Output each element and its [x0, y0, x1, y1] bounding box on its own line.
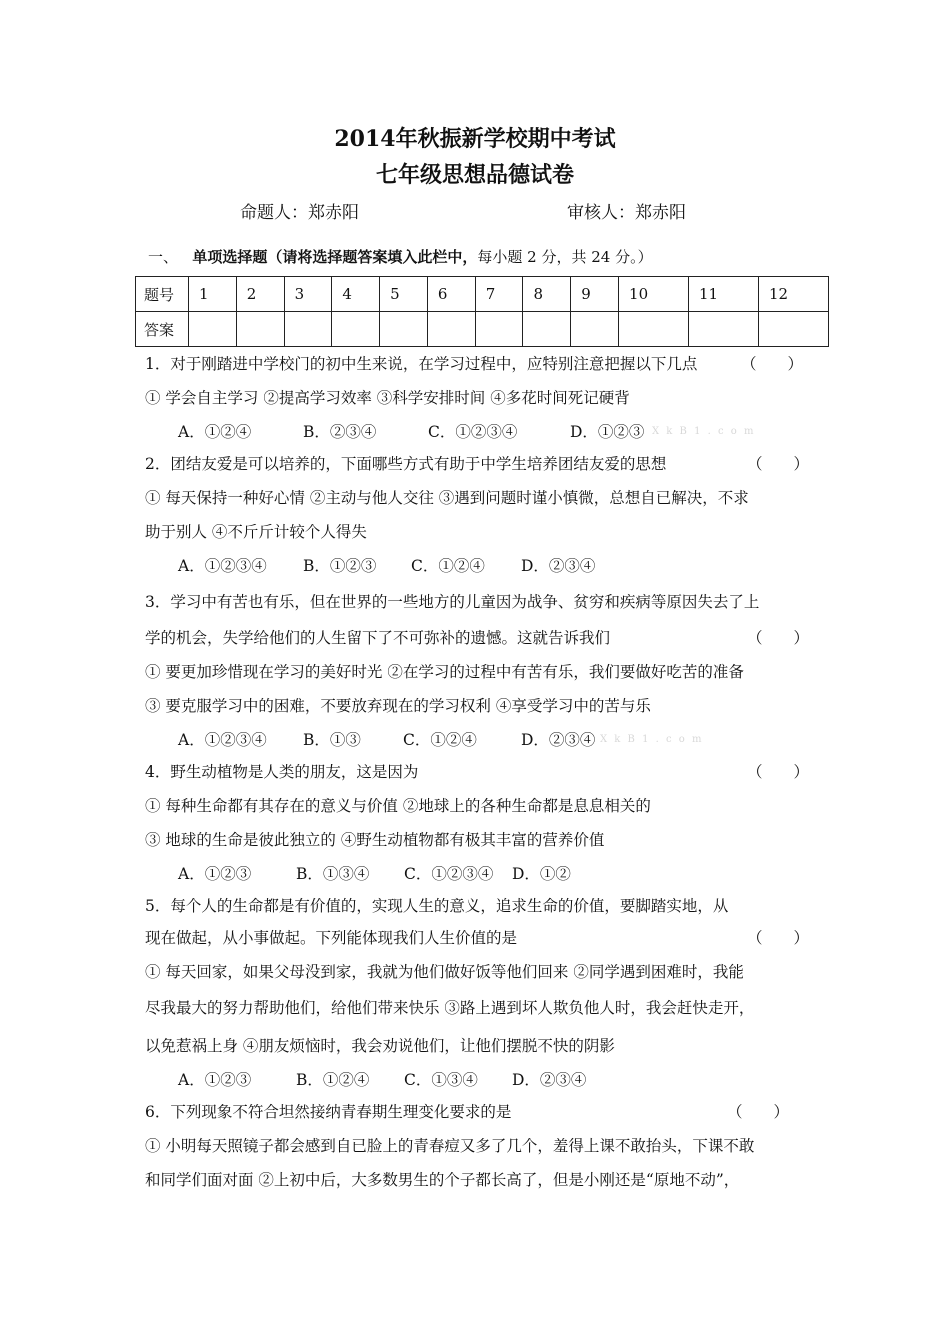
table-cell-number: 6 [427, 277, 475, 312]
answer-cell[interactable] [689, 312, 759, 347]
q5-option-b[interactable]: B．①②④ [296, 1071, 370, 1089]
answer-cell[interactable] [332, 312, 380, 347]
table-cell-number: 1 [189, 277, 237, 312]
answer-cell[interactable] [619, 312, 689, 347]
table-cell-number: 2 [236, 277, 284, 312]
q5-items-2: 尽我最大的努力帮助他们，给他们带来快乐 ③路上遇到坏人欺负他人时，我会赶快走开， [145, 999, 755, 1017]
section-title: 单项选择题 [192, 248, 268, 266]
q1-option-c[interactable]: C．①②③④ [428, 423, 518, 441]
q5-option-c[interactable]: C．①③④ [404, 1071, 478, 1089]
q4-items-1: ① 每种生命都有其存在的意义与价值 ②地球上的各种生命都是息息相关的 [145, 797, 651, 815]
answer-cell[interactable] [380, 312, 428, 347]
q5-items-3: 以免惹祸上身 ④朋友烦恼时，我会劝说他们，让他们摆脱不快的阴影 [145, 1037, 615, 1055]
exam-subtitle: 七年级思想品德试卷 [375, 162, 574, 188]
q3-options [178, 728, 595, 750]
q4-options [178, 862, 571, 884]
q3-stem-1: 3．学习中有苦也有乐，但在世界的一些地方的儿童因为战争、贫穷和疾病等原因失去了上 [145, 593, 760, 611]
authors-line [240, 198, 740, 223]
table-cell-number: 5 [380, 277, 428, 312]
section-note: （请将选择题答案填入此栏中， [267, 248, 478, 266]
table-cell-number: 10 [619, 277, 689, 312]
watermark: X k B 1 . c o m [652, 426, 756, 437]
q4-items-2: ③ 地球的生命是彼此独立的 ④野生动植物都有极其丰富的营养价值 [145, 831, 605, 849]
table-cell-number: 8 [523, 277, 571, 312]
section-note-score: 每小题 2 分，共 24 分。） [477, 248, 653, 266]
answer-cell[interactable] [523, 312, 571, 347]
q1-items: ① 学会自主学习 ②提高学习效率 ③科学安排时间 ④多花时间死记硬背 [145, 389, 630, 407]
answer-cell[interactable] [189, 312, 237, 347]
q1-option-a[interactable]: A．①②④ [178, 423, 252, 441]
q5-options [178, 1068, 586, 1090]
q1-paren: （ ） [741, 355, 804, 373]
q1-option-d[interactable]: D．①②③ [570, 423, 645, 441]
q4-option-d[interactable]: D．①② [512, 865, 571, 883]
watermark: X k B 1 . c o m [600, 734, 704, 745]
q3-option-a[interactable]: A．①②③④ [178, 731, 267, 749]
q6-stem: 6．下列现象不符合坦然接纳青春期生理变化要求的是 [145, 1103, 512, 1121]
q3-option-b[interactable]: B．①③ [303, 731, 361, 749]
q3-paren: （ ） [747, 629, 810, 647]
q4-option-b[interactable]: B．①③④ [296, 865, 370, 883]
q3-items-1: ① 要更加珍惜现在学习的美好时光 ②在学习的过程中有苦有乐，我们要做好吃苦的准备 [145, 663, 744, 681]
q2-option-c[interactable]: C．①②④ [411, 557, 485, 575]
q3-option-d[interactable]: D．②③④ [521, 731, 596, 749]
q4-paren: （ ） [747, 763, 810, 781]
q2-paren: （ ） [747, 455, 810, 473]
q5-stem-1: 5．每个人的生命都是有价值的，实现人生的意义，追求生命的价值，要脚踏实地，从 [145, 897, 729, 915]
answer-cell[interactable] [427, 312, 475, 347]
answer-cell[interactable] [475, 312, 523, 347]
q4-option-a[interactable]: A．①②③ [178, 865, 252, 883]
q1-option-b[interactable]: B．②③④ [303, 423, 377, 441]
q2-options [178, 554, 595, 576]
section-number: 一、 [148, 248, 179, 266]
table-row [136, 312, 829, 347]
answer-cell[interactable] [236, 312, 284, 347]
answer-cell[interactable] [284, 312, 332, 347]
q5-option-a[interactable]: A．①②③ [178, 1071, 252, 1089]
q2-items-2: 助于别人 ④不斤斤计较个人得失 [145, 523, 367, 541]
table-row [136, 277, 829, 312]
q5-option-d[interactable]: D．②③④ [512, 1071, 587, 1089]
answer-cell[interactable] [759, 312, 829, 347]
table-cell-number: 7 [475, 277, 523, 312]
table-cell-number: 12 [759, 277, 829, 312]
answer-cell[interactable] [571, 312, 619, 347]
q6-paren: （ ） [727, 1103, 790, 1121]
q4-stem: 4．野生动植物是人类的朋友，这是因为 [145, 763, 419, 781]
table-cell-number: 4 [332, 277, 380, 312]
q5-items-1: ① 每天回家，如果父母没到家，我就为他们做好饭等他们回来 ②同学遇到困难时，我能 [145, 963, 744, 981]
table-cell-number: 9 [571, 277, 619, 312]
reviewer-label: 审核人：郑赤阳 [567, 203, 686, 223]
q2-stem: 2．团结友爱是可以培养的，下面哪些方式有助于中学生培养团结友爱的思想 [145, 455, 667, 473]
table-cell-number: 11 [689, 277, 759, 312]
q4-option-c[interactable]: C．①②③④ [404, 865, 494, 883]
q5-paren: （ ） [747, 929, 810, 947]
q1-options [178, 420, 644, 442]
author-label: 命题人：郑赤阳 [240, 203, 359, 223]
q3-items-2: ③ 要克服学习中的困难，不要放弃现在的学习权利 ④享受学习中的苦与乐 [145, 697, 651, 715]
q3-option-c[interactable]: C．①②④ [403, 731, 477, 749]
q5-stem-2: 现在做起，从小事做起。下列能体现我们人生价值的是 [145, 929, 518, 947]
q2-option-d[interactable]: D．②③④ [521, 557, 596, 575]
q2-option-a[interactable]: A．①②③④ [178, 557, 267, 575]
q1-stem: 1．对于刚踏进中学校门的初中生来说，在学习过程中，应特别注意把握以下几点 [145, 355, 698, 373]
q3-stem-2: 学的机会，失学给他们的人生留下了不可弥补的遗憾。这就告诉我们 [145, 629, 611, 647]
q2-option-b[interactable]: B．①②③ [303, 557, 377, 575]
table-head-number: 题号 [136, 277, 189, 312]
q2-items-1: ① 每天保持一种好心情 ②主动与他人交往 ③遇到问题时谨小慎微，总想自已解决，不求 [145, 489, 749, 507]
table-cell-number: 3 [284, 277, 332, 312]
q6-items-1: ① 小明每天照镜子都会感到自已脸上的青春痘又多了几个，羞得上课不敢抬头，下课不敢 [145, 1137, 755, 1155]
table-head-answer: 答案 [136, 312, 189, 347]
q6-items-2: 和同学们面对面 ②上初中后，大多数男生的个子都长高了，但是小刚还是“原地不动”， [145, 1171, 740, 1189]
exam-title: 2014年秋振新学校期中考试 [334, 126, 616, 152]
answer-table [135, 276, 829, 347]
section-heading [148, 246, 653, 267]
